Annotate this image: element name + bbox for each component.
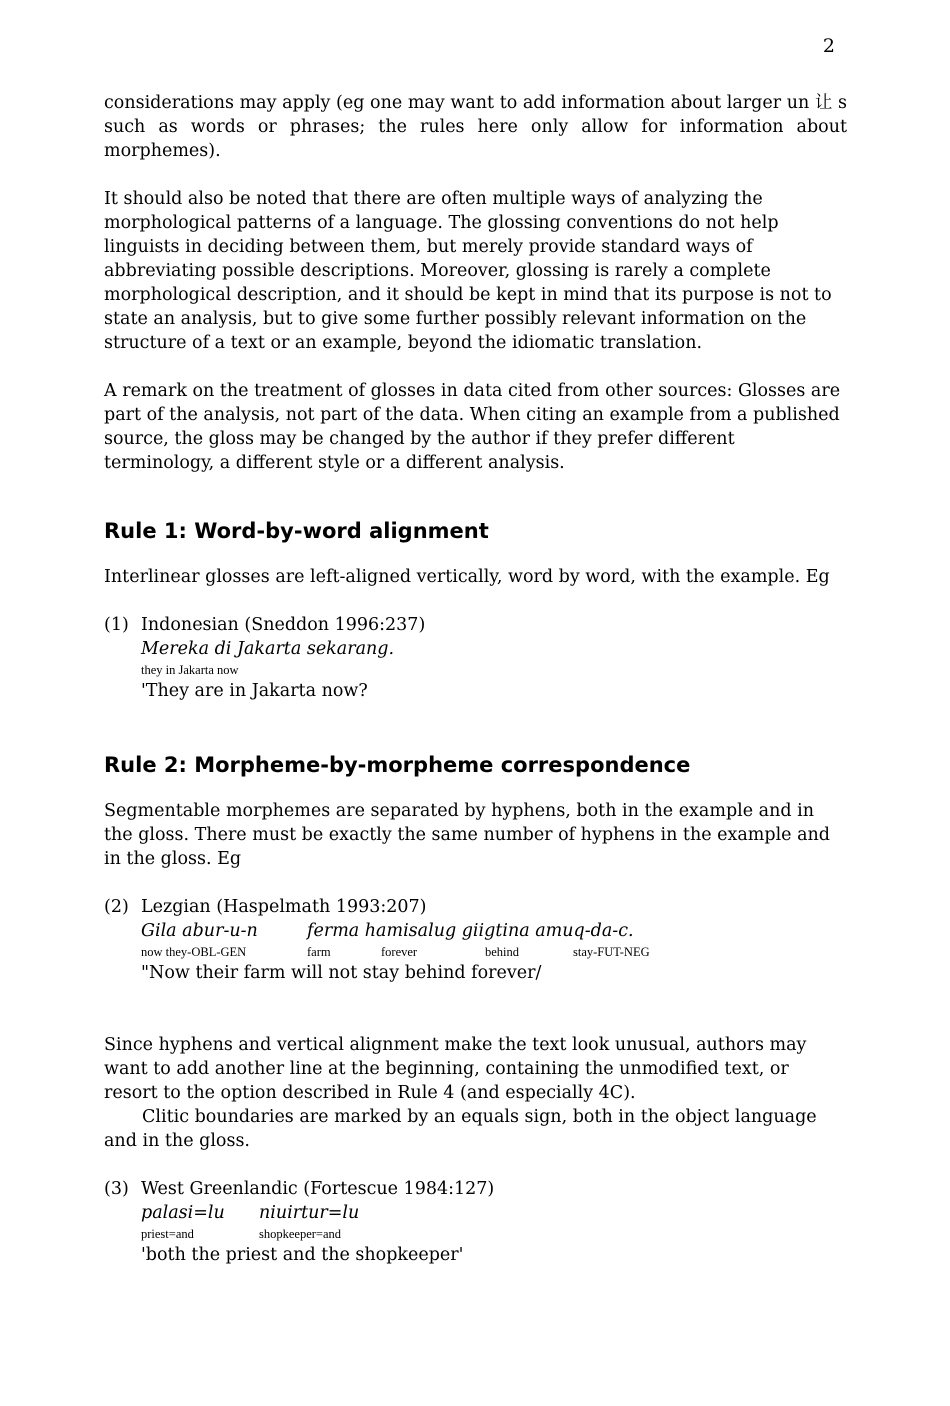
rule1-text: Interlinear glosses are left-aligned vertically, word by word, with the example. Eg	[104, 567, 830, 587]
example-gloss: they in Jakarta now	[141, 663, 239, 677]
example-words	[141, 1201, 847, 1225]
gloss-item: behind	[485, 945, 520, 959]
example-word: ferma hamisalug giigtina amuq-da-c.	[307, 921, 634, 941]
example-translation: "Now their farm will not stay behind forever/	[141, 963, 542, 983]
paragraph-remark-glosses: A remark on the treatment of glosses in data cited from other sources: Glosses are part of the analysis, not part of the data. When citing an example from a published source, the gloss may be changed by the author if they prefer different terminology, a different style or a different analysis.	[104, 381, 841, 473]
gloss-item: now they-OBL-GEN	[141, 945, 247, 959]
example-word: palasi=lu	[141, 1203, 225, 1223]
example-3	[104, 1177, 847, 1267]
gloss-item: farm	[307, 945, 331, 959]
example-gloss	[141, 943, 847, 961]
page-number: 2	[822, 35, 835, 57]
rule2-clitic-text: Clitic boundaries are marked by an equals sign, both in the object language and in the gloss.	[104, 1107, 817, 1151]
example-source: West Greenlandic (Fortescue 1984:127)	[141, 1179, 495, 1199]
example-source: Lezgian (Haspelmath 1993:207)	[141, 897, 427, 917]
example-word: niuirtur=lu	[259, 1203, 360, 1223]
example-words	[141, 919, 847, 943]
example-source: Indonesian (Sneddon 1996:237)	[141, 615, 426, 635]
rule1-heading: Rule 1: Word-by-word alignment	[104, 519, 489, 543]
example-2	[104, 895, 847, 985]
example-number: (2)	[104, 897, 129, 917]
example-word: Gila abur-u-n	[141, 921, 258, 941]
rule2-heading: Rule 2: Morpheme-by-morpheme correspondence	[104, 753, 691, 777]
gloss-item: shopkeeper=and	[259, 1227, 342, 1241]
example-1	[104, 613, 847, 703]
paragraph-multiple-analyses: It should also be noted that there are often multiple ways of analyzing the morphological patterns of a language. The glossing conventions do not help linguists in deciding between them, but merely provide standard ways of abbreviating possible descriptions. Moreover, glossing is rarely a complete morphological description, and it should be kept in mind that its purpose is not to state an analysis, but to give some further possibly relevant information on the structure of a text or an example, beyond the idiomatic translation.	[104, 189, 832, 353]
example-translation: 'both the priest and the shopkeeper'	[141, 1245, 464, 1265]
example-translation: 'They are in Jakarta now?	[141, 681, 368, 701]
document-body	[104, 91, 847, 1315]
rule2-text: Segmentable morphemes are separated by hyphens, both in the example and in the gloss. There must be exactly the same number of hyphens in the example and in the gloss. Eg	[104, 801, 831, 869]
gloss-item: stay-FUT-NEG	[573, 945, 650, 959]
rule2-after-example-text: Since hyphens and vertical alignment make the text look unusual, authors may want to add another line at the beginning, containing the unmodified text, or resort to the option described in Rule 4 (and especially 4C).	[104, 1035, 807, 1103]
example-gloss	[141, 1225, 847, 1243]
example-words: Mereka di Jakarta sekarang.	[141, 639, 395, 659]
example-number: (3)	[104, 1179, 129, 1199]
gloss-item: priest=and	[141, 1227, 194, 1241]
gloss-item: forever	[381, 945, 418, 959]
paragraph-considerations: considerations may apply (eg one may want to add information about larger un 让 s such as words or phrases; the rules here only allow for information about morphemes).	[104, 93, 847, 161]
example-number: (1)	[104, 615, 129, 635]
